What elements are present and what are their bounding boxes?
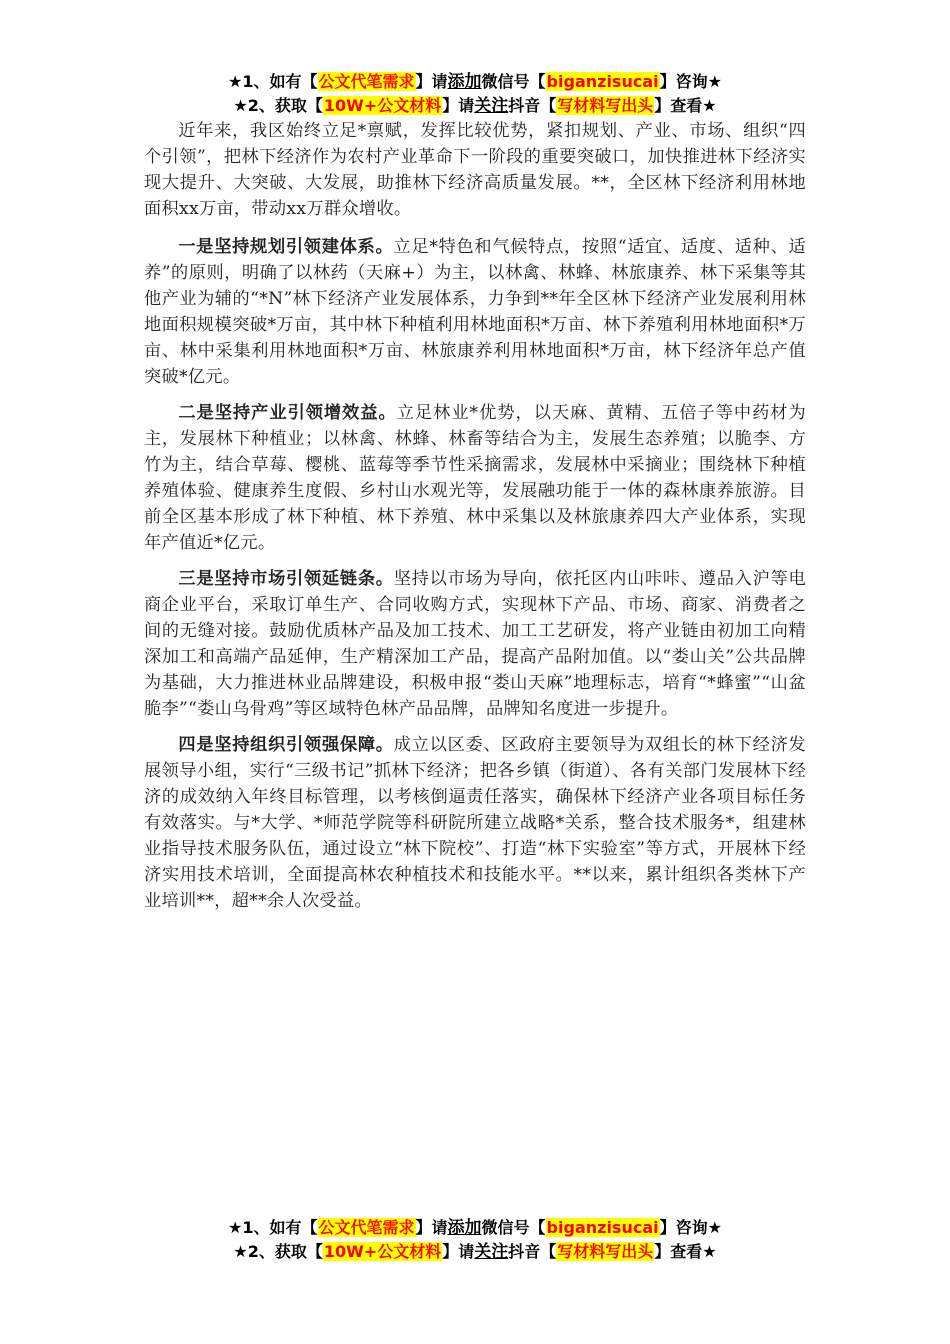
banner-line-2: ★2、获取【10W+公文材料】请关注抖音【写材料写出头】查看★ <box>233 1242 717 1262</box>
banner-line-1: ★1、如有【公文代笔需求】请添加微信号【biganzisucai】咨询★ <box>228 1218 722 1238</box>
underline-follow: 关注 <box>474 96 509 116</box>
paragraph-organization: 四是坚持组织引领强保障。成立以区委、区政府主要领导为双组长的林下经济发展领导小组，实行“三级书记”抓林下经济；把各乡镇（街道）、各有关部门发展林下经济的成效纳入年终目标管理，以考核倒逼责任落实，确保林下经济产业各项目标任务有效落实。与*大学、*师范学院等科研院所建立战略*关系，整合技术服务*，组建林业指导技术服务队伍，通过设立“林下院校”、打造“林下实验室”等方式，开展林下经济实用技术培训，全面提高林农种植技术和技能水平。**以来，累计组织各类林下产业培训**，超**余人次受益。 <box>144 735 806 911</box>
paragraph-intro: 近年来，我区始终立足*禀赋，发挥比较优势，紧扣规划、产业、市场、组织“四个引领”，把林下经济作为农村产业革命下一阶段的重要突破口，加快推进林下经济实现大提升、大突破、大发展，助推林下经济高质量发展。**，全区林下经济利用林地面积xx万亩，带动xx万群众增收。 <box>144 121 806 219</box>
banner-line-1: ★1、如有【公文代笔需求】请添加微信号【biganzisucai】咨询★ <box>228 72 722 92</box>
highlight-materials: 10W+公文材料 <box>323 1242 442 1261</box>
paragraph-planning: 一是坚持规划引领建体系。立足*特色和气候特点，按照“适宜、适度、适种、适养”的原则，明确了以林药（天麻+）为主，以林禽、林蜂、林旅康养、林下采集等其他产业为辅的“*N”林下经济产业发展体系，力争到**年全区林下经济产业发展利用林地面积规模突破*万亩，其中林下种植利用林地面积*万亩、林下养殖利用林地面积*万亩、林中采集利用林地面积*万亩、林旅康养利用林地面积*万亩，林下经济年总产值突破*亿元。 <box>144 237 806 387</box>
paragraph-lead: 一是坚持规划引领建体系。 <box>178 237 394 257</box>
highlight-service: 公文代笔需求 <box>318 72 415 91</box>
paragraph-lead: 三是坚持市场引领延链条。 <box>178 569 394 589</box>
paragraph-lead: 二是坚持产业引领增效益。 <box>178 403 397 423</box>
highlight-douyin: 写材料写出头 <box>557 96 654 115</box>
banner-line-2: ★2、获取【10W+公文材料】请关注抖音【写材料写出头】查看★ <box>233 96 717 116</box>
bottom-banner <box>0 1216 950 1264</box>
highlight-service: 公文代笔需求 <box>318 1218 415 1237</box>
document-body <box>144 118 806 924</box>
highlight-douyin: 写材料写出头 <box>557 1242 654 1261</box>
paragraph-market: 三是坚持市场引领延链条。坚持以市场为导向，依托区内山咔咔、遵品入沪等电商企业平台，采取订单生产、合同收购方式，实现林下产品、市场、商家、消费者之间的无缝对接。鼓励优质林产品及加工技术、加工工艺研发，将产业链由初加工向精深加工和高端产品延伸，生产精深加工产品，提高产品附加值。以“娄山关”公共品牌为基础，大力推进林业品牌建设，积极申报“娄山天麻”地理标志，培育“*蜂蜜”“山盆脆李”“娄山乌骨鸡”等区域特色林产品品牌，品牌知名度进一步提升。 <box>144 569 806 719</box>
paragraph-lead: 四是坚持组织引领强保障。 <box>178 735 394 755</box>
paragraph-industry: 二是坚持产业引领增效益。立足林业*优势，以天麻、黄精、五倍子等中药材为主，发展林下种植业；以林禽、林蜂、林畜等结合为主，发展生态养殖；以脆李、方竹为主，结合草莓、樱桃、蓝莓等季节性采摘需求，发展林中采摘业；围绕林下种植养殖体验、健康养生度假、乡村山水观光等，发展融功能于一体的森林康养旅游。目前全区基本形成了林下种植、林下养殖、林中采集以及林旅康养四大产业体系，实现年产值近*亿元。 <box>144 403 806 553</box>
highlight-wechat-id: biganzisucai <box>546 1218 659 1237</box>
highlight-wechat-id: biganzisucai <box>546 72 659 91</box>
underline-follow: 关注 <box>474 1242 509 1262</box>
underline-add: 添加 <box>447 72 482 92</box>
highlight-materials: 10W+公文材料 <box>323 96 442 115</box>
underline-add: 添加 <box>447 1218 482 1238</box>
top-banner <box>0 70 950 118</box>
